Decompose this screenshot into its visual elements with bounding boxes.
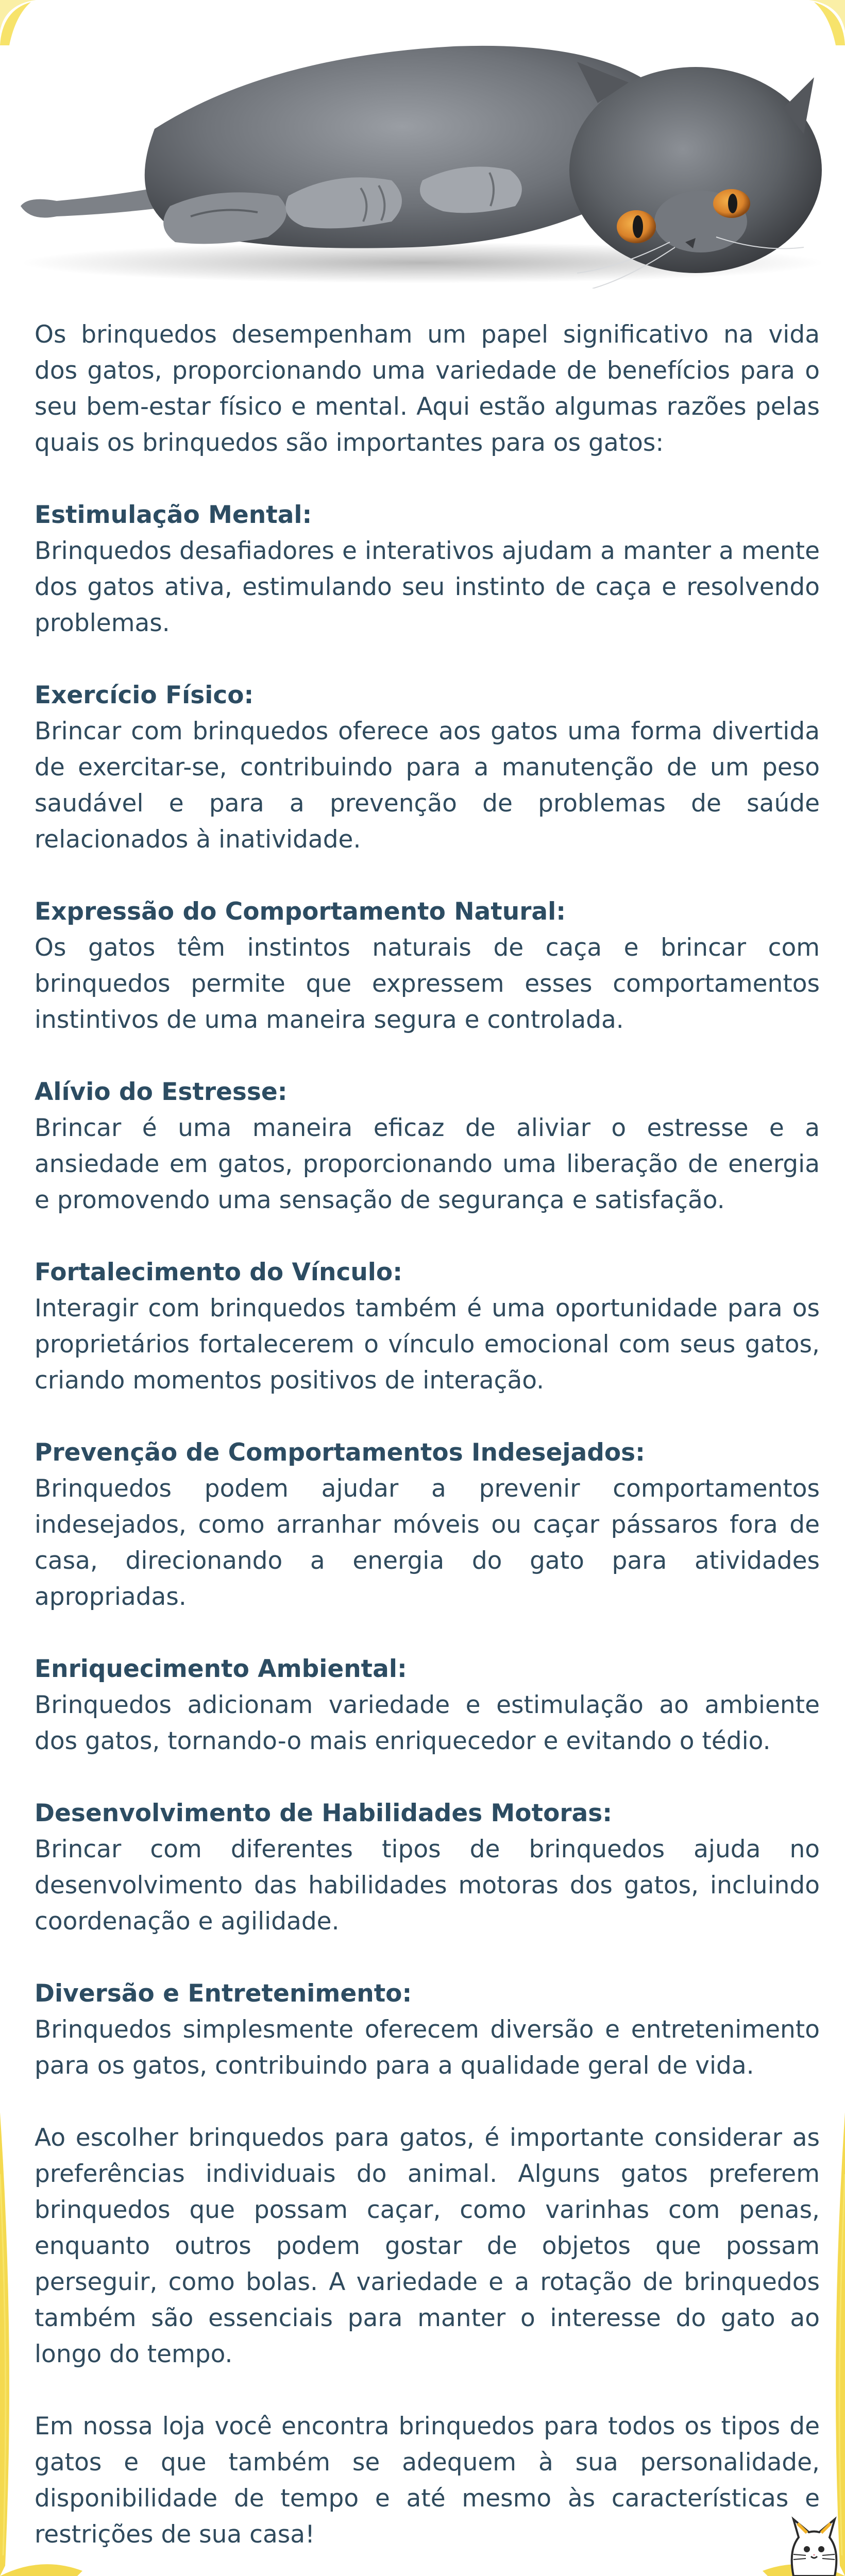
closing-paragraph: Em nossa loja você encontra brinquedos para todos os tipos de gatos e que também se adequem à sua personalidade, disponibilidade de tempo e até mesmo às características e restrições de sua casa! xyxy=(35,2412,820,2549)
section-title: Prevenção de Comportamentos Indesejados: xyxy=(35,1438,645,1467)
hero-cat-image xyxy=(0,0,845,289)
closing-paragraphs xyxy=(35,2120,820,2553)
section-body: Os gatos têm instintos naturais de caça e brincar com brinquedos permite que expressem esses comportamentos instintivos de uma maneira segura e controlada. xyxy=(35,934,820,1034)
section-body: Brinquedos simplesmente oferecem diversão e entretenimento para os gatos, contribuindo para a qualidade geral de vida. xyxy=(35,2015,820,2080)
section-title: Enriquecimento Ambiental: xyxy=(35,1655,407,1683)
section-title: Alívio do Estresse: xyxy=(35,1078,288,1106)
article xyxy=(35,317,820,2553)
section-title: Desenvolvimento de Habilidades Motoras: xyxy=(35,1799,613,1827)
section-diversao-entretenimento xyxy=(35,1976,820,2084)
section-body: Interagir com brinquedos também é uma oportunidade para os proprietários fortalecerem o vínculo emocional com seus gatos, criando momentos positivos de interação. xyxy=(35,1294,820,1395)
section-expressao-comportamento xyxy=(35,894,820,1038)
section-body: Brincar com diferentes tipos de brinquedos ajuda no desenvolvimento das habilidades motoras dos gatos, incluindo coordenação e agilidade. xyxy=(35,1835,820,1936)
section-body: Brinquedos podem ajudar a prevenir comportamentos indesejados, como arranhar móveis ou caçar pássaros fora de casa, direcionando a energia do gato para atividades apropriadas. xyxy=(35,1475,820,1611)
section-alivio-estresse xyxy=(35,1074,820,1218)
closing-paragraph: Ao escolher brinquedos para gatos, é importante considerar as preferências individuais do animal. Alguns gatos preferem brinquedos que possam caçar, como varinhas com penas, enquanto outros podem gostar de objetos que possam perseguir, como bolas. A variedade e a rotação de brinquedos também são essenciais para manter o interesse do gato ao longo do tempo. xyxy=(35,2124,820,2368)
section-enriquecimento-ambiental xyxy=(35,1651,820,1759)
section-body: Brincar é uma maneira eficaz de aliviar o estresse e a ansiedade em gatos, proporcionando uma liberação de energia e promovendo uma sensação de segurança e satisfação. xyxy=(35,1114,820,1214)
section-exercicio-fisico xyxy=(35,677,820,858)
section-title: Expressão do Comportamento Natural: xyxy=(35,897,566,926)
section-title: Estimulação Mental: xyxy=(35,501,312,529)
section-title: Fortalecimento do Vínculo: xyxy=(35,1258,402,1286)
gray-cat-photo xyxy=(0,0,845,289)
cartoon-cat-mascot-icon xyxy=(783,2514,845,2576)
section-body: Brincar com brinquedos oferece aos gatos uma forma divertida de exercitar-se, contribuindo para a manutenção de um peso saudável e para a prevenção de problemas de saúde relacionados à inatividade. xyxy=(35,717,820,854)
section-title: Diversão e Entretenimento: xyxy=(35,1979,412,2008)
section-estimulacao-mental xyxy=(35,497,820,641)
section-body: Brinquedos adicionam variedade e estimulação ao ambiente dos gatos, tornando-o mais enriquecedor e evitando o tédio. xyxy=(35,1691,820,1755)
section-title: Exercício Físico: xyxy=(35,681,254,709)
section-fortalecimento-vinculo xyxy=(35,1255,820,1399)
section-prevencao-comportamentos xyxy=(35,1435,820,1615)
section-body: Brinquedos desafiadores e interativos ajudam a manter a mente dos gatos ativa, estimulando seu instinto de caça e resolvendo problemas. xyxy=(35,537,820,637)
intro-paragraph: Os brinquedos desempenham um papel significativo na vida dos gatos, proporcionando uma variedade de benefícios para o seu bem-estar físico e mental. Aqui estão algumas razões pelas quais os brinquedos são importantes para os gatos: xyxy=(35,320,820,457)
section-habilidades-motoras xyxy=(35,1795,820,1940)
